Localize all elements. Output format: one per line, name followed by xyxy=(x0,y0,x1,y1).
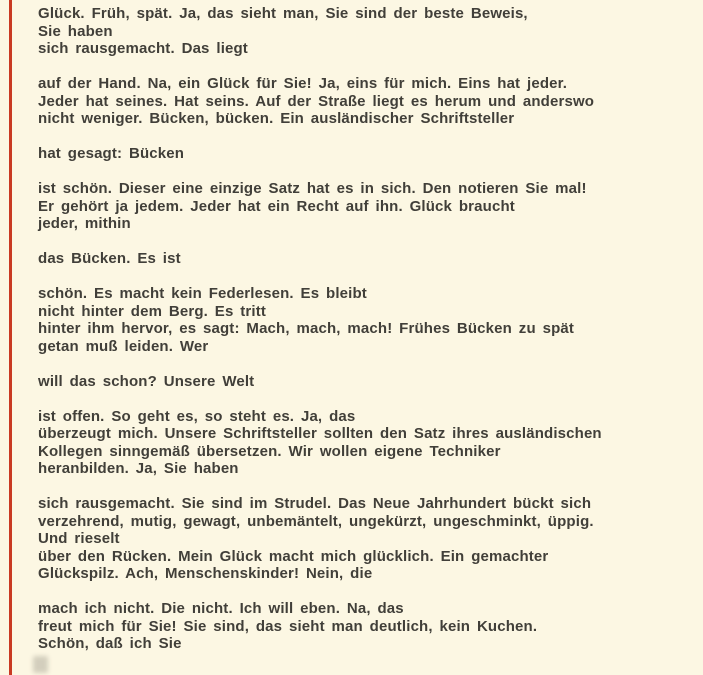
text-line: Kollegen sinngemäß übersetzen. Wir wollen eigene Techniker xyxy=(38,442,501,460)
paragraph xyxy=(38,145,691,163)
text-line: Sie haben xyxy=(38,22,113,40)
text-line: das Bücken. Es ist xyxy=(38,250,181,267)
text-line: schön. Es macht kein Federlesen. Es bleibt xyxy=(38,285,367,302)
text-line: Jeder hat seines. Hat seins. Auf der Straße liegt es herum und anderswo xyxy=(38,92,595,110)
text-line: ist schön. Dieser eine einzige Satz hat es in sich. Den notieren Sie mal! xyxy=(38,180,587,197)
text-line: will das schon? Unsere Welt xyxy=(38,372,255,390)
text-line: hat gesagt: Bücken xyxy=(38,145,185,162)
paragraph xyxy=(38,600,691,653)
text-line: getan muß leiden. Wer xyxy=(38,337,209,355)
paragraph xyxy=(38,495,691,583)
text-line: Er gehört ja jedem. Jeder hat ein Recht auf ihn. Glück braucht xyxy=(38,197,515,215)
paragraph xyxy=(38,373,691,391)
text-line: mach ich nicht. Die nicht. Ich will eben. Na, das xyxy=(38,600,404,617)
paragraph xyxy=(38,5,691,58)
paragraph xyxy=(38,180,691,233)
text-line: sich rausgemacht. Das liegt xyxy=(38,40,248,57)
text-line: jeder, mithin xyxy=(38,215,131,232)
text-line: Schön, daß ich Sie xyxy=(38,635,182,652)
paragraph xyxy=(38,250,691,268)
text-line: Glückspilz. Ach, Menschenskinder! Nein, die xyxy=(38,565,373,582)
text-line: freut mich für Sie! Sie sind, das sieht man deutlich, kein Kuchen. xyxy=(38,617,538,635)
text-line: hinter ihm hervor, es sagt: Mach, mach, mach! Frühes Bücken zu spät xyxy=(38,320,575,337)
text-line: nicht hinter dem Berg. Es tritt xyxy=(38,302,267,320)
text-line: überzeugt mich. Unsere Schriftsteller sollten den Satz ihres ausländischen xyxy=(38,425,602,442)
text-line: über den Rücken. Mein Glück macht mich glücklich. Ein gemachter xyxy=(38,547,549,565)
text-line: ist offen. So geht es, so steht es. Ja, das xyxy=(38,407,356,425)
paragraph xyxy=(38,285,691,355)
text-line: sich rausgemacht. Sie sind im Strudel. Das Neue Jahrhundert bückt sich xyxy=(38,495,592,512)
text-line: heranbilden. Ja, Sie haben xyxy=(38,460,239,477)
text-line: Und rieselt xyxy=(38,530,120,547)
text-line: auf der Hand. Na, ein Glück für Sie! Ja, eins für mich. Eins hat jeder. xyxy=(38,75,568,92)
text-block xyxy=(38,5,691,653)
paragraph xyxy=(38,408,691,478)
text-line: nicht weniger. Bücken, bücken. Ein ausländischer Schriftsteller xyxy=(38,110,515,127)
paragraph xyxy=(38,75,691,128)
ink-smudge-artifact xyxy=(33,656,48,673)
text-line: Glück. Früh, spät. Ja, das sieht man, Sie sind der beste Beweis, xyxy=(38,5,528,22)
red-margin-rule xyxy=(9,0,12,675)
text-line: verzehrend, mutig, gewagt, unbemäntelt, ungekürzt, ungeschminkt, üppig. xyxy=(38,512,594,530)
